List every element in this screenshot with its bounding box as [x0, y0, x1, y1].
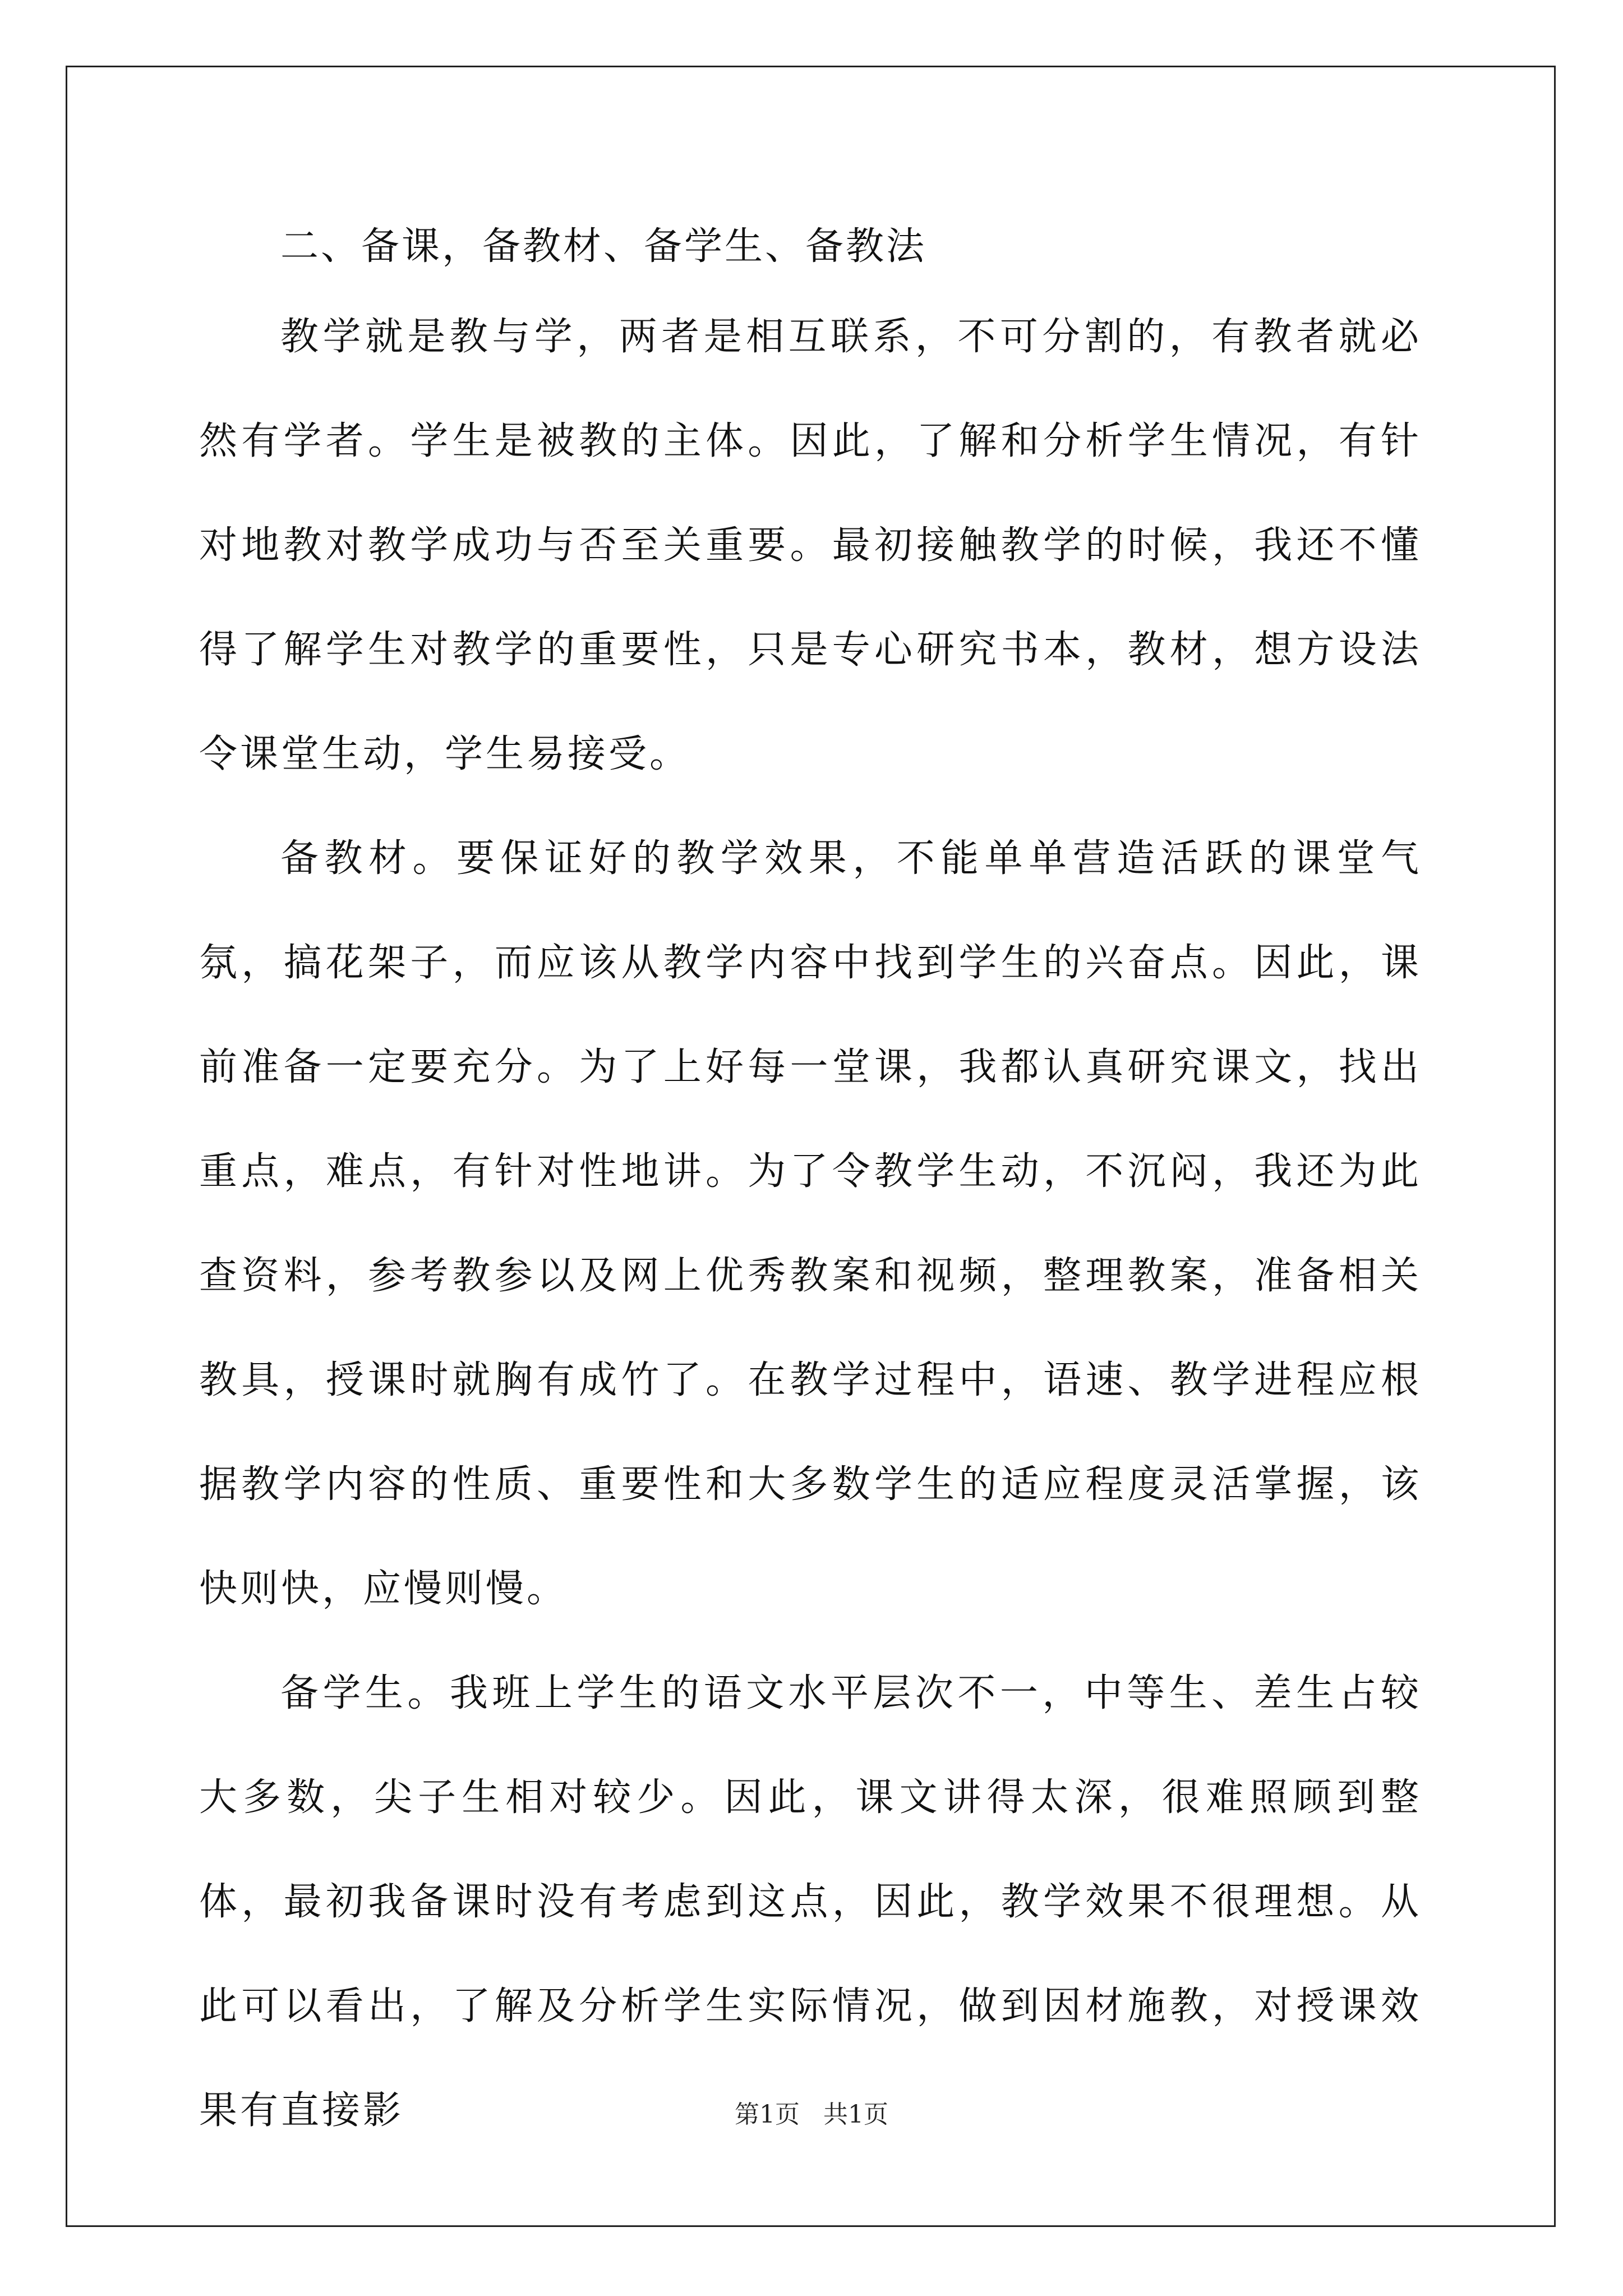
body-text [199, 285, 1422, 2163]
paragraph: 备学生。我班上学生的语文水平层次不一，中等生、差生占较大多数，尖子生相对较少。因此，课文讲得太深，很难照顾到整体，最初我备课时没有考虑到这点，因此，教学效果不很理想。从此可以看出，了解及分析学生实际情况，做到因材施教，对授课效果有直接影 [199, 1671, 1422, 2133]
paragraph: 备教材。要保证好的教学效果，不能单单营造活跃的课堂气氛，搞花架子，而应该从教学内容中找到学生的兴奋点。因此，课前准备一定要充分。为了上好每一堂课，我都认真研究课文，找出重点，难点，有针对性地讲。为了令教学生动，不沉闷，我还为此查资料，参考教参以及网上优秀教案和视频，整理教案，准备相关教具，授课时就胸有成竹了。在教学过程中，语速、教学进程应根据教学内容的性质、重要性和大多数学生的适应程度灵活掌握，该快则快，应慢则慢。 [199, 836, 1422, 1611]
page-footer: 第1页 共1页 [735, 2100, 888, 2129]
paragraph: 教学就是教与学，两者是相互联系，不可分割的，有教者就必然有学者。学生是被教的主体。因此，了解和分析学生情况，有针对地教对教学成功与否至关重要。最初接触教学的时候，我还不懂得了解学生对教学的重要性，只是专心研究书本，教材，想方设法令课堂生动，学生易接受。 [199, 315, 1422, 776]
section-heading: 二、备课，备教材、备学生、备教法 [280, 224, 927, 269]
